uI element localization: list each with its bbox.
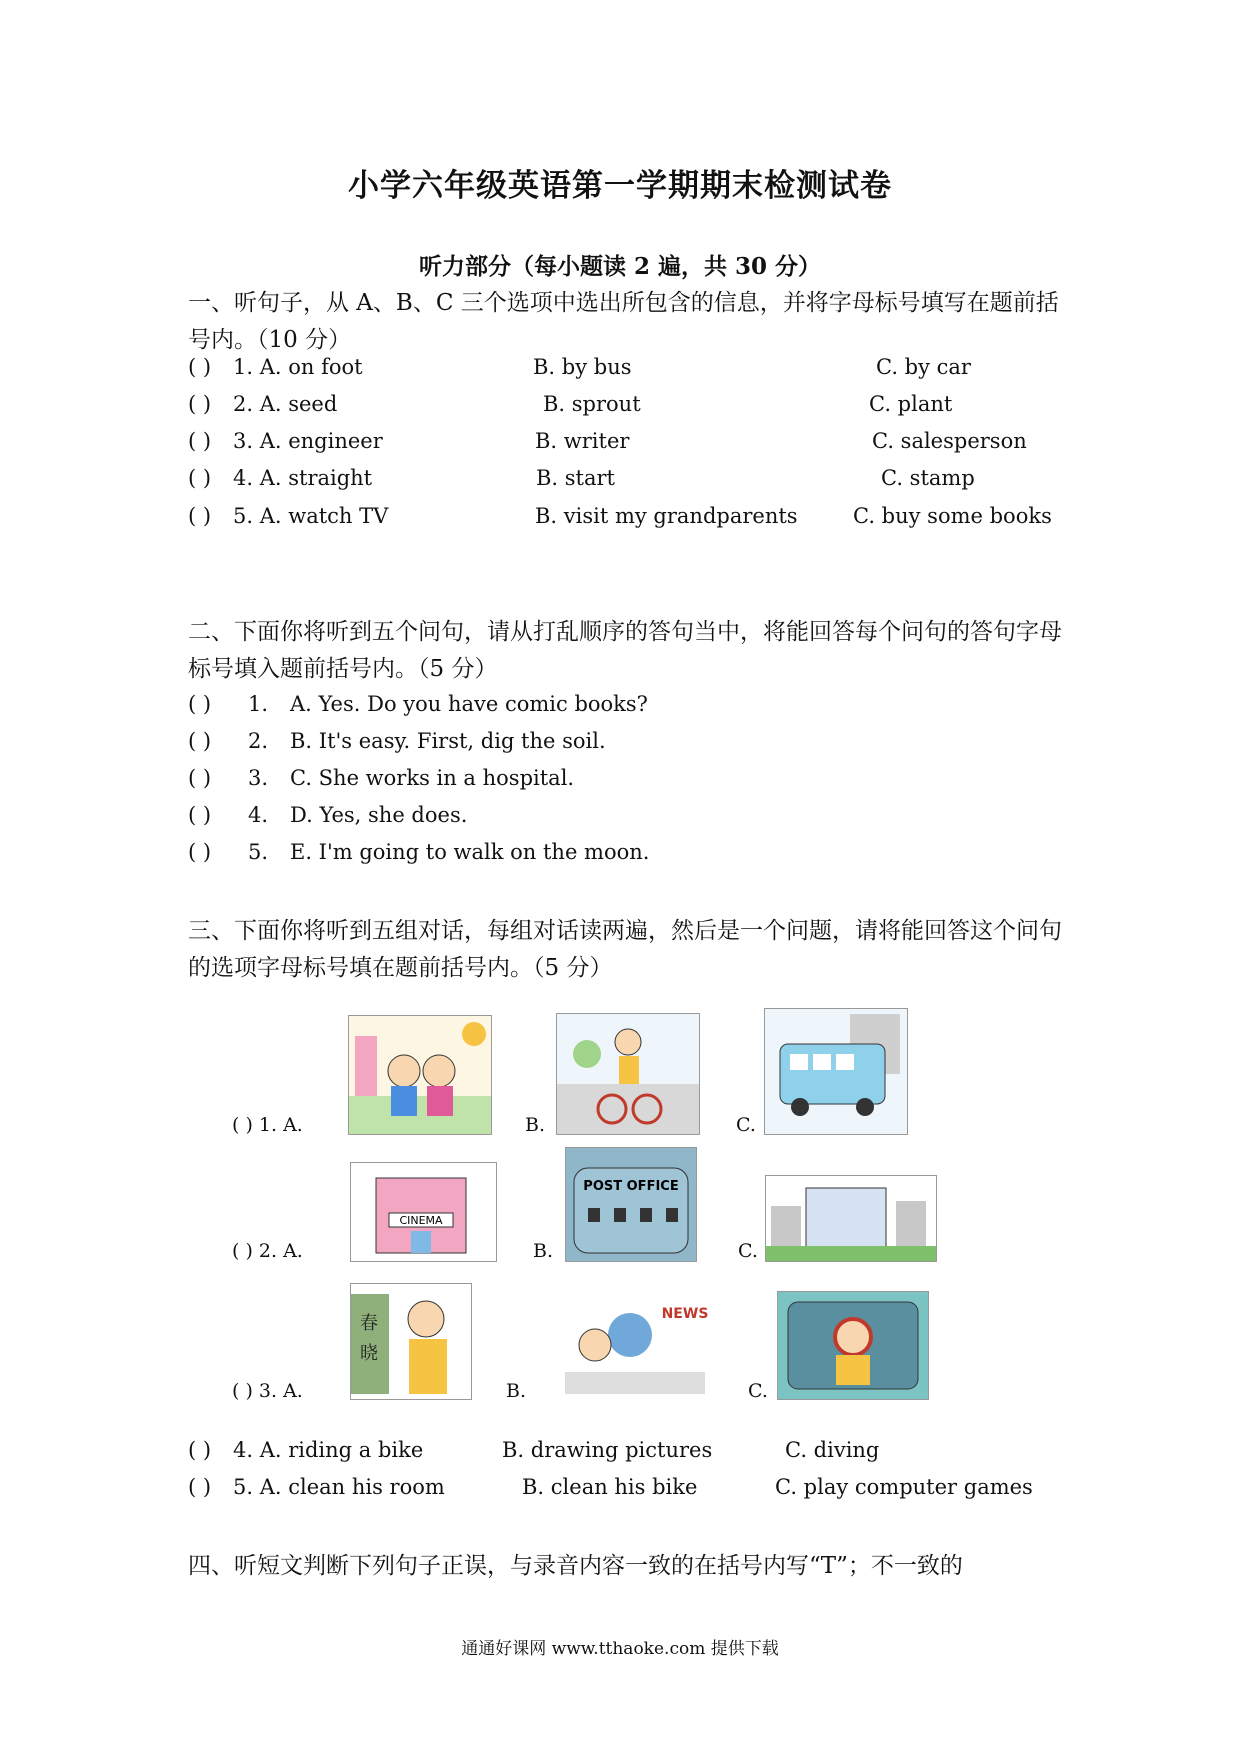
picture-cinema [350, 1162, 497, 1262]
s2-answer-a: A. Yes. Do you have comic books? [290, 692, 648, 716]
s1-q5-optA: 5. A. watch TV [233, 504, 389, 528]
s1-q2-optB: B. sprout [543, 392, 641, 416]
s1-q2-optA: 2. A. seed [233, 392, 338, 416]
picture-hospital-building [765, 1175, 937, 1262]
s1-q1-optB: B. by bus [533, 355, 632, 379]
picture-girl-on-bike [556, 1013, 700, 1135]
s1-q1-paren[interactable]: ( ) [188, 355, 212, 379]
s1-q5-optB: B. visit my grandparents [535, 504, 798, 528]
spring-char: 春 [360, 1313, 378, 1334]
s2-q4-paren[interactable]: ( ) [188, 803, 212, 827]
page-footer: 通通好课网 www.tthaoke.com 提供下载 [461, 1639, 779, 1659]
s1-q5-paren[interactable]: ( ) [188, 504, 212, 528]
s3-q1-optB-label: B. [525, 1114, 546, 1136]
s1-q3-paren[interactable]: ( ) [188, 429, 212, 453]
page-title: 小学六年级英语第一学期期末检测试卷 [348, 168, 892, 204]
s1-q4-optB: B. start [536, 466, 615, 490]
s3-q1-label[interactable]: ( ) 1. A. [232, 1114, 303, 1136]
s2-answer-e: E. I'm going to walk on the moon. [290, 840, 650, 864]
news-sign: NEWS [661, 1306, 709, 1322]
s3-q4-optC: C. diving [785, 1438, 880, 1462]
s3-q3-optB-label: B. [506, 1380, 527, 1402]
gala-char: 晓 [360, 1343, 378, 1364]
s2-answer-b: B. It's easy. First, dig the soil. [290, 729, 606, 753]
s1-q2-optC: C. plant [869, 392, 953, 416]
s3-q1-optC-label: C. [736, 1114, 756, 1136]
s1-q4-optC: C. stamp [881, 466, 975, 490]
s1-q3-optB: B. writer [535, 429, 630, 453]
s3-q2-label[interactable]: ( ) 2. A. [232, 1240, 303, 1262]
s3-q5-paren[interactable]: ( ) [188, 1475, 212, 1499]
picture-news-anchor [535, 1300, 710, 1398]
s1-q4-paren[interactable]: ( ) [188, 466, 212, 490]
s1-q1-optC: C. by car [876, 355, 971, 379]
s3-q5-optC: C. play computer games [775, 1475, 1033, 1499]
picture-teacher-waving [350, 1283, 472, 1400]
s2-q5-num: 5. [248, 840, 269, 864]
s3-q2-optC-label: C. [738, 1240, 758, 1262]
picture-kids-walking [348, 1015, 492, 1135]
s2-q3-num: 3. [248, 766, 269, 790]
cinema-sign: CINEMA [399, 1214, 443, 1227]
s3-q3-optC-label: C. [748, 1380, 768, 1402]
section2-instruction: 二、下面你将听到五个问句，请从打乱顺序的答句当中，将能回答每个问句的答句字母标号填入题前括号内。（5 分） [188, 619, 1062, 682]
s1-q5-optC: C. buy some books [853, 504, 1052, 528]
s2-q1-paren[interactable]: ( ) [188, 692, 212, 716]
s3-q3-label[interactable]: ( ) 3. A. [232, 1380, 303, 1402]
s1-q3-optA: 3. A. engineer [233, 429, 383, 453]
s2-q2-num: 2. [248, 729, 269, 753]
s3-q4-optB: B. drawing pictures [502, 1438, 713, 1462]
s2-q3-paren[interactable]: ( ) [188, 766, 212, 790]
s2-answer-c: C. She works in a hospital. [290, 766, 575, 790]
section-heading-listening: 听力部分（每小题读 2 遍，共 30 分） [418, 253, 822, 280]
picture-bus [764, 1008, 908, 1135]
section4-instruction: 四、听短文判断下列句子正误，与录音内容一致的在括号内写“T”；不一致的 [188, 1553, 963, 1579]
s1-q2-paren[interactable]: ( ) [188, 392, 212, 416]
picture-tv-presenter [777, 1291, 929, 1400]
s1-q1-optA: 1. A. on foot [233, 355, 363, 379]
s2-answer-d: D. Yes, she does. [290, 803, 468, 827]
s1-q4-optA: 4. A. straight [233, 466, 373, 490]
section1-instruction: 一、听句子，从 A、B、C 三个选项中选出所包含的信息，并将字母标号填写在题前括号内。（10 分） [188, 290, 1059, 353]
section3-instruction: 三、下面你将听到五组对话，每组对话读两遍，然后是一个问题，请将能回答这个问句的选项字母标号填在题前括号内。（5 分） [188, 918, 1062, 981]
s2-q4-num: 4. [248, 803, 269, 827]
s3-q5-optB: B. clean his bike [522, 1475, 698, 1499]
picture-post-office [565, 1147, 697, 1262]
s1-q3-optC: C. salesperson [872, 429, 1027, 453]
s3-q2-optB-label: B. [533, 1240, 554, 1262]
s2-q2-paren[interactable]: ( ) [188, 729, 212, 753]
s3-q5-optA: 5. A. clean his room [233, 1475, 445, 1499]
s2-q5-paren[interactable]: ( ) [188, 840, 212, 864]
s3-q4-paren[interactable]: ( ) [188, 1438, 212, 1462]
s2-q1-num: 1. [248, 692, 269, 716]
post-office-sign: POST OFFICE [583, 1179, 679, 1194]
s3-q4-optA: 4. A. riding a bike [233, 1438, 424, 1462]
